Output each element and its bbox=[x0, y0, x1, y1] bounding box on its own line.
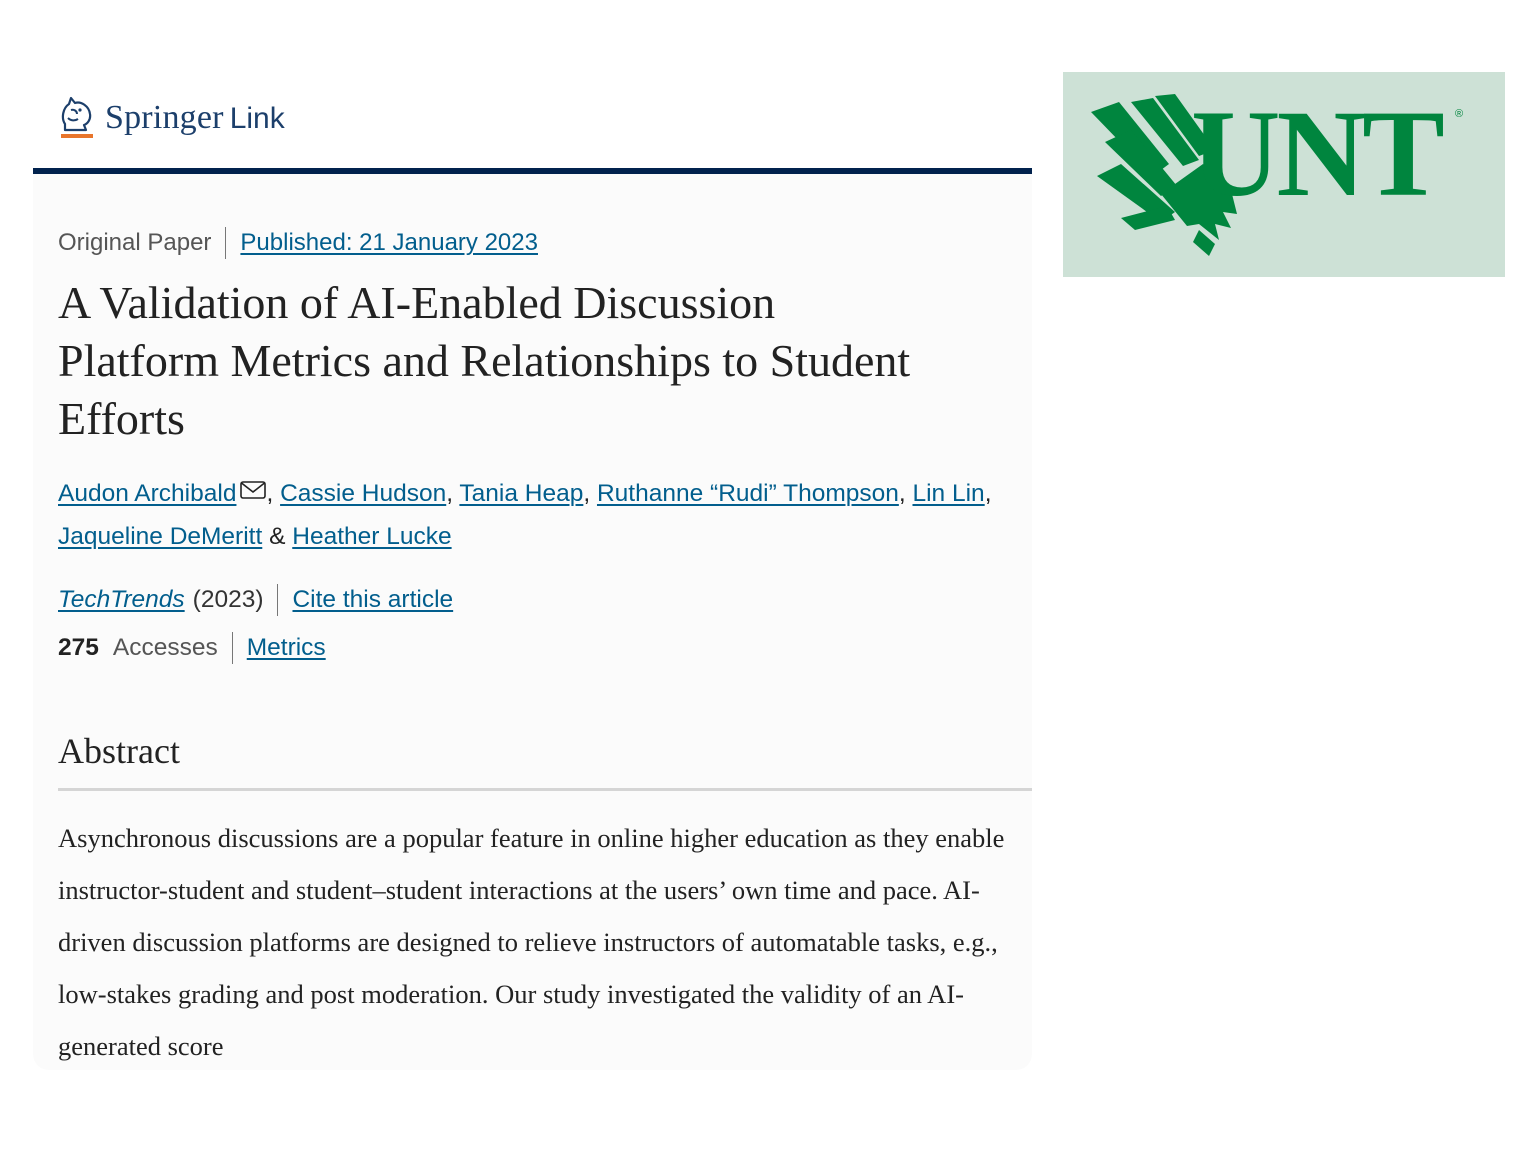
metrics-separator bbox=[232, 632, 233, 664]
author-separator: , bbox=[266, 480, 281, 507]
metrics-link[interactable]: Metrics bbox=[246, 634, 326, 661]
author-separator: , bbox=[446, 480, 460, 507]
article-meta bbox=[58, 226, 538, 260]
brand-link: Link bbox=[229, 102, 285, 135]
author-link[interactable]: Heather Lucke bbox=[292, 523, 452, 550]
author-list bbox=[58, 472, 1008, 558]
article-card bbox=[33, 174, 1032, 1070]
brand-springer: Springer bbox=[105, 99, 224, 136]
cite-article-link[interactable]: Cite this article bbox=[292, 586, 454, 613]
publication-year: (2023) bbox=[192, 586, 264, 613]
abstract-text: Asynchronous discussions are a popular feature in online higher education as they enable instructor-student and student–student interactions at the users’ own time and pace. AI-driven discussion platforms are designed to relieve instructors of automatable tasks, e.g., low-stakes grading and post moderation. Our study investigated the validity of an AI-generated score bbox=[58, 823, 1005, 1061]
accesses-count: 275 bbox=[58, 634, 99, 661]
access-metrics bbox=[58, 630, 326, 666]
abstract-divider bbox=[58, 788, 1032, 791]
springer-link-header bbox=[57, 92, 285, 144]
springer-link-logo[interactable] bbox=[57, 94, 285, 142]
published-date-link[interactable]: Published: 21 January 2023 bbox=[240, 229, 538, 256]
accesses-label: Accesses bbox=[112, 634, 218, 661]
author-link[interactable]: Ruthanne “Rudi” Thompson bbox=[596, 480, 899, 507]
journal-info bbox=[58, 582, 453, 618]
author-separator: , bbox=[583, 480, 597, 507]
journal-link[interactable]: TechTrends bbox=[58, 586, 185, 613]
author-separator: , bbox=[898, 480, 913, 507]
author-link[interactable]: Cassie Hudson bbox=[280, 480, 447, 507]
abstract-heading: Abstract bbox=[58, 731, 180, 771]
author-link[interactable]: Lin Lin bbox=[912, 480, 985, 507]
author-link[interactable]: Jaqueline DeMeritt bbox=[58, 523, 263, 550]
registered-mark: ® bbox=[1455, 108, 1464, 120]
journal-separator bbox=[277, 584, 278, 616]
article-type: Original Paper bbox=[58, 229, 212, 256]
author-separator: , bbox=[984, 480, 992, 507]
springer-horse-icon bbox=[57, 94, 97, 142]
unt-logo bbox=[1063, 72, 1505, 277]
unt-wordmark: UNT bbox=[1191, 85, 1441, 222]
article-title: A Validation of AI-Enabled Discussion Platform Metrics and Relationships to Student Efforts bbox=[58, 277, 911, 444]
email-icon[interactable] bbox=[240, 481, 266, 499]
author-link[interactable]: Audon Archibald bbox=[58, 480, 237, 507]
author-link[interactable]: Tania Heap bbox=[459, 480, 584, 507]
author-separator: & bbox=[262, 523, 293, 550]
meta-separator bbox=[225, 227, 226, 259]
